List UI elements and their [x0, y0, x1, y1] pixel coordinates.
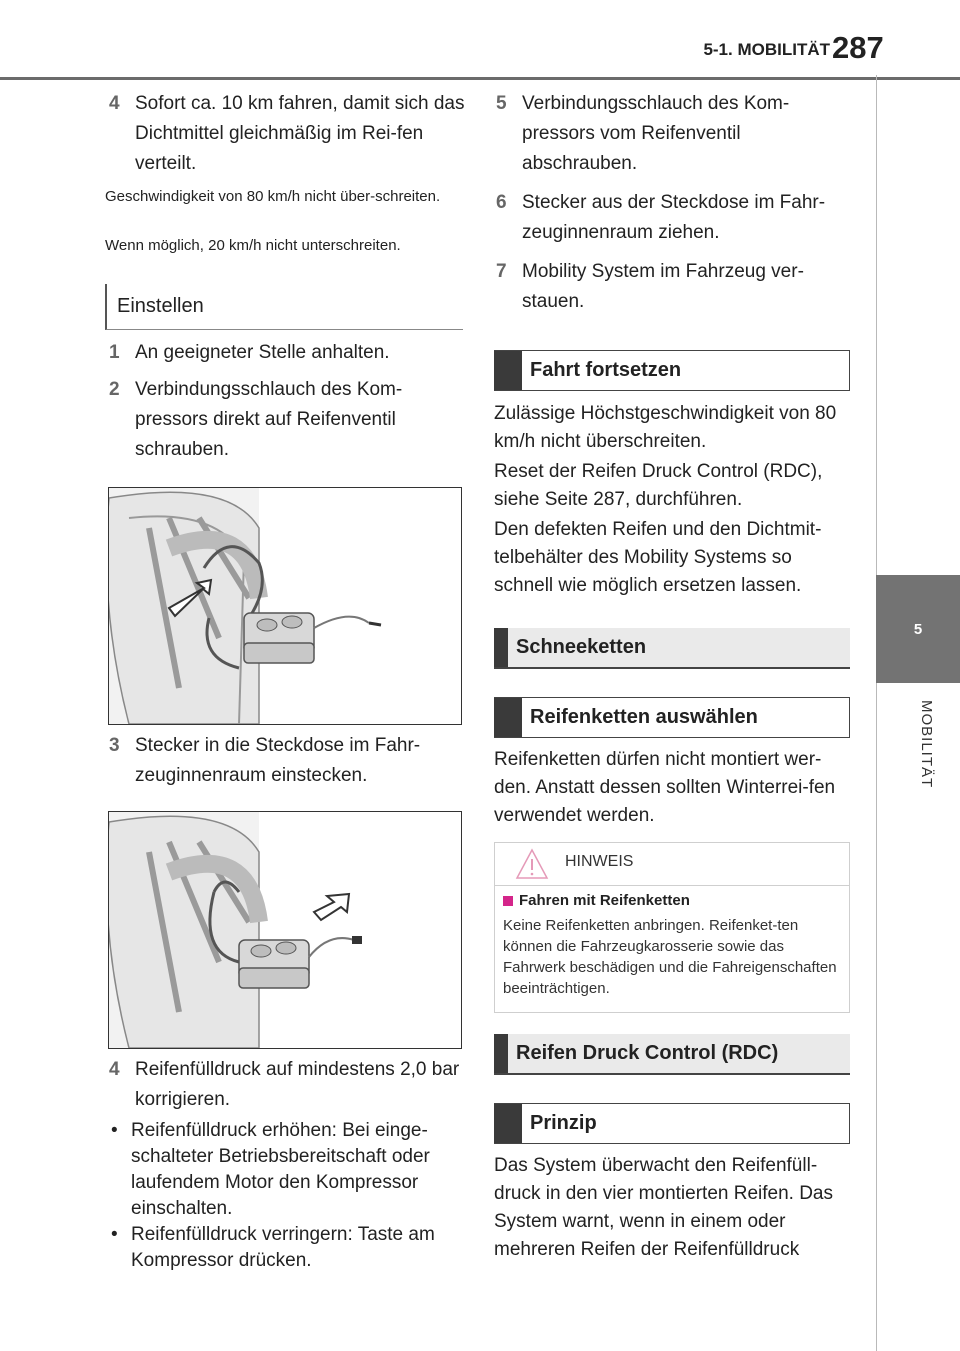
heading-label: Reifenketten auswählen [530, 706, 758, 728]
tire-compressor-illustration [109, 488, 461, 724]
notice-header [495, 843, 849, 886]
heading-label: Reifen Druck Control (RDC) [516, 1042, 779, 1064]
notice-subtitle [503, 892, 841, 909]
header-rule [0, 77, 960, 80]
step-text: Stecker in die Steckdose im Fahr-zeuginnenraum einstecken. [135, 735, 421, 786]
notice-box [494, 842, 850, 1013]
heading-einstellen-label: Einstellen [117, 295, 204, 317]
step-text: Stecker aus der Steckdose im Fahr-zeuginnenraum ziehen. [522, 192, 826, 243]
para-rdc-reset: Reset der Reifen Druck Control (RDC), siehe Seite 287, durchführen. [494, 461, 823, 510]
chapter-label: MOBILITÄT [918, 700, 935, 789]
heading-label: Prinzip [530, 1112, 597, 1134]
step-number: 2 [109, 379, 120, 400]
chapter-tab[interactable]: 5 [876, 575, 960, 683]
step-4-pressure [105, 1055, 465, 1115]
heading-bar [494, 698, 522, 737]
step-7 [492, 257, 837, 317]
step-text: Sofort ca. 10 km fahren, damit sich das Dichtmittel gleichmäßig im Rei-fen verteilt. [135, 93, 465, 174]
step-number: 3 [109, 735, 120, 756]
bullet-dot: • [111, 1120, 118, 1141]
note-speed-min: Wenn möglich, 20 km/h nicht unterschreiten. [105, 237, 401, 254]
step-1 [105, 338, 465, 368]
pressure-bullets [105, 1118, 465, 1274]
heading-fahrt-fortsetzen [494, 350, 850, 391]
para-principle: Das System überwacht den Reifenfüll-druck in den vier montierten Reifen. Das System warnt, wenn in einem oder mehreren Reifen der Reifenfülldruck [494, 1155, 833, 1260]
step-4-drive [105, 89, 465, 179]
bullet-decrease [105, 1222, 465, 1274]
section-title: 5-1. MOBILITÄT [703, 40, 830, 59]
side-divider [876, 75, 877, 1351]
step-number: 6 [496, 192, 507, 213]
step-text: Mobility System im Fahrzeug ver-stauen. [522, 261, 804, 312]
notice-title: HINWEIS [565, 853, 634, 870]
step-text: Verbindungsschlauch des Kom-pressors direkt auf Reifenventil schrauben. [135, 379, 403, 460]
figure-compressor-connect [108, 487, 462, 725]
square-bullet-icon [503, 896, 513, 906]
heading-einstellen [105, 284, 463, 330]
para-replace: Den defekten Reifen und den Dichtmit-telbehälter des Mobility Systems so schnell wie möglich ersetzen lassen. [494, 519, 822, 596]
bullet-increase [105, 1118, 465, 1222]
heading-bar [494, 351, 522, 390]
step-number: 5 [496, 93, 507, 114]
page-number: 287 [832, 30, 884, 65]
warning-triangle-icon [515, 848, 549, 880]
tire-compressor-plug-illustration [109, 812, 461, 1048]
step-2 [105, 375, 445, 465]
bullet-dot: • [111, 1224, 118, 1245]
step-number: 1 [109, 342, 120, 363]
notice-subtitle-text: Fahren mit Reifenketten [519, 892, 690, 909]
heading-label: Fahrt fortsetzen [530, 359, 682, 381]
heading-bar [494, 1104, 522, 1143]
step-text: An geeigneter Stelle anhalten. [135, 342, 390, 363]
heading-bar [494, 628, 508, 667]
figure-plug-socket [108, 811, 462, 1049]
heading-reifenketten-auswaehlen [494, 697, 850, 738]
bullet-text: Reifenfülldruck verringern: Taste am Kompressor drücken. [131, 1224, 435, 1271]
heading-schneeketten [494, 628, 850, 669]
step-text: Reifenfülldruck auf mindestens 2,0 bar korrigieren. [135, 1059, 460, 1110]
step-number: 4 [109, 1059, 120, 1080]
heading-bar [494, 1034, 508, 1073]
step-number: 4 [109, 93, 120, 114]
step-5 [492, 89, 832, 179]
heading-prinzip [494, 1103, 850, 1144]
heading-label: Schneeketten [516, 636, 647, 658]
para-speed: Zulässige Höchstgeschwindigkeit von 80 km/h nicht überschreiten. [494, 403, 837, 452]
step-text: Verbindungsschlauch des Kom-pressors vom Reifenventil abschrauben. [522, 93, 790, 174]
step-3 [105, 731, 445, 791]
notice-body [495, 886, 849, 1007]
step-6 [492, 188, 837, 248]
heading-rdc [494, 1034, 850, 1075]
bullet-text: Reifenfülldruck erhöhen: Bei einge-schalteter Betriebsbereitschaft oder laufendem Motor den Kompressor einschalten. [131, 1120, 430, 1219]
note-speed-max: Geschwindigkeit von 80 km/h nicht über-schreiten. [105, 188, 441, 205]
notice-text: Keine Reifenketten anbringen. Reifenket-ten können die Fahrzeugkarosserie sowie das Fahrwerk beschädigen und die Fahreigenschaften beeinträchtigen. [503, 917, 837, 997]
step-number: 7 [496, 261, 507, 282]
para-chains: Reifenketten dürfen nicht montiert wer-den. Anstatt dessen sollten Winterrei-fen verwendet werden. [494, 749, 836, 826]
